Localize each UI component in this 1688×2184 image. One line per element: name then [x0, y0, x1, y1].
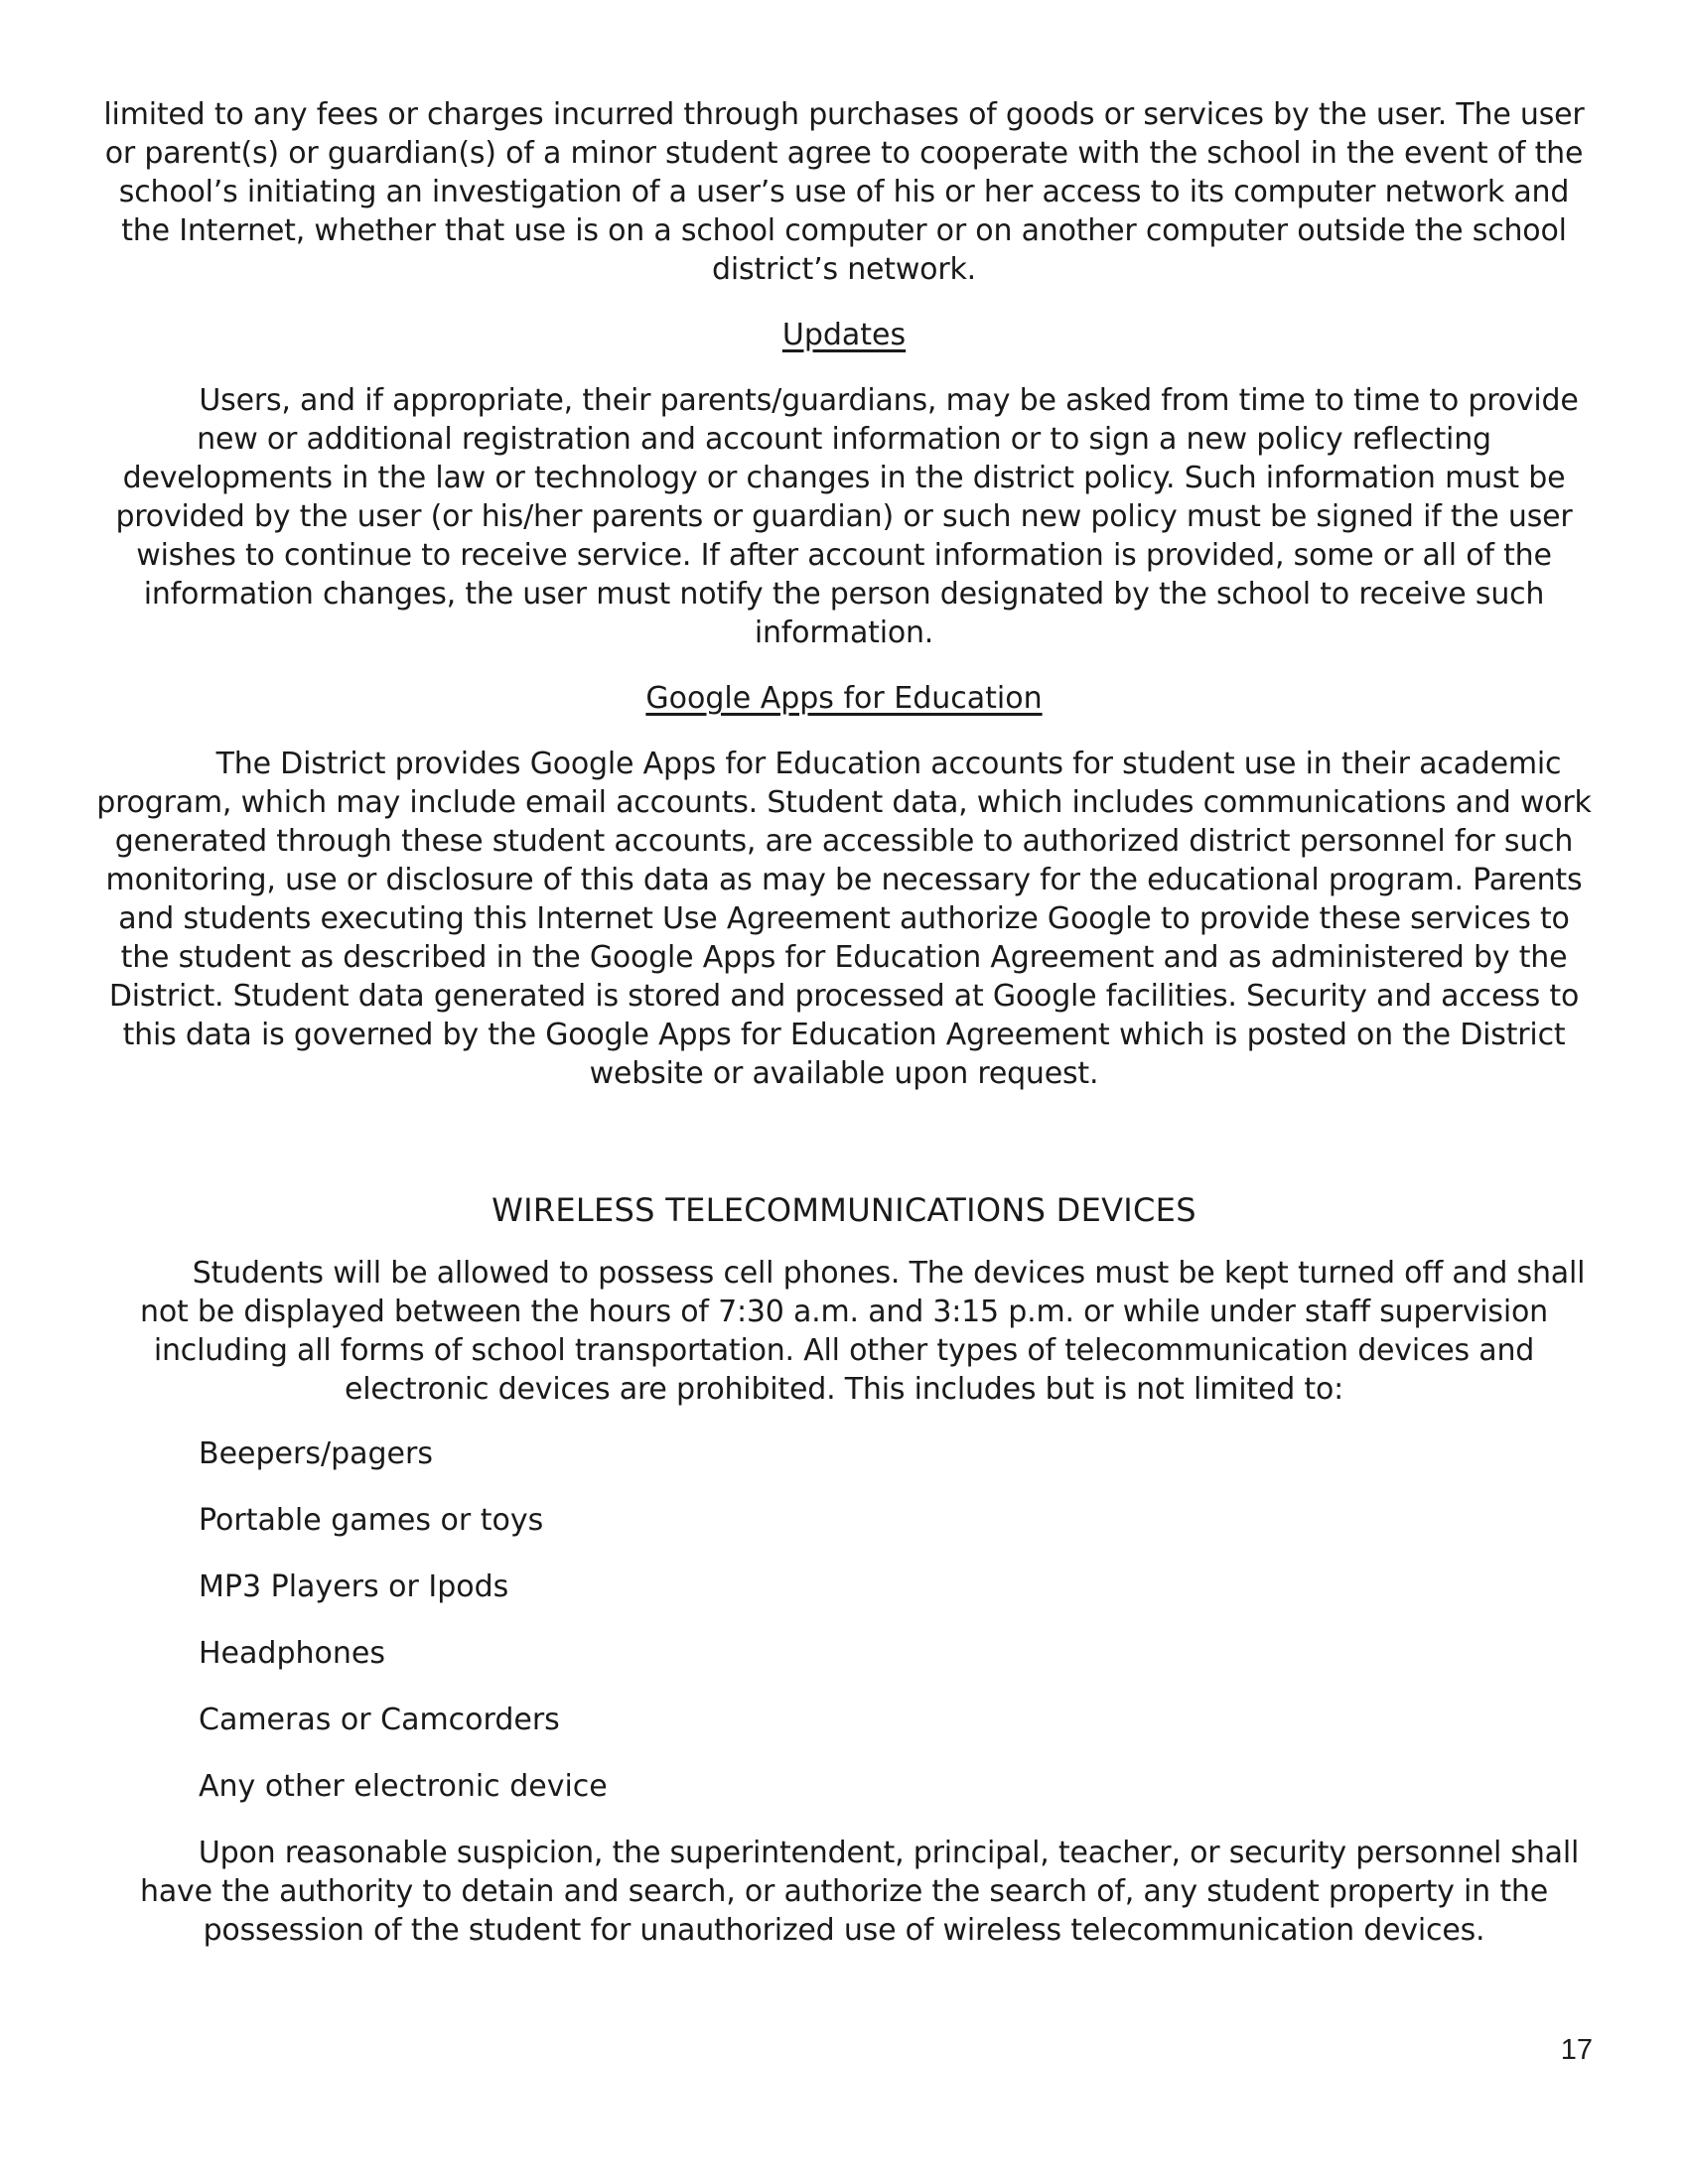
search-authority-paragraph: Upon reasonable suspicion, the superintendent, principal, teacher, or security personnel shall have the authority to detain and search, or authorize the search of, any student property in the possession of the student for unauthorized use of wireless telecommunication devices.: [140, 1836, 1580, 1948]
wireless-paragraph: Students will be allowed to possess cell phones. The devices must be kept turned off and shall not be displayed between the hours of 7:30 a.m. and 3:15 p.m. or while under staff supervision including all forms of school transportation. All other types of telecommunication devices and electronic devices are prohibited. This includes but is not limited to:: [140, 1256, 1586, 1407]
updates-heading: Updates: [781, 318, 907, 352]
list-item: Headphones: [199, 1636, 385, 1671]
list-item: Any other electronic device: [199, 1769, 608, 1804]
google-apps-paragraph: The District provides Google Apps for Education accounts for student use in their academic program, which may include email accounts. Student data, which includes communications and work generated through these student accounts, are accessible to authorized district personnel for such monitoring, use or disclosure of this data as may be necessary for the educational program. Parents and students executing this Internet Use Agreement authorize Google to provide these services to the student as described in the Google Apps for Education Agreement and as administered by the District. Student data generated is stored and processed at Google facilities. Security and access to this data is governed by the Google Apps for Education Agreement which is posted on the District website or available upon request.: [96, 747, 1592, 1091]
page-number: 17: [1560, 2034, 1593, 2066]
wireless-section-title: WIRELESS TELECOMMUNICATIONS DEVICES: [492, 1191, 1196, 1229]
updates-paragraph: Users, and if appropriate, their parents/guardians, may be asked from time to time to provide new or additional registration and account information or to sign a new policy reflecting developments in the law or technology or changes in the district policy. Such information must be provided by the user (or his/her parents or guardian) or such new policy must be signed if the user wishes to continue to receive service. If after account information is provided, some or all of the information changes, the user must notify the person designated by the school to receive such information.: [115, 383, 1579, 650]
list-item: MP3 Players or Ipods: [199, 1570, 509, 1604]
document-page: [94, 95, 1594, 1950]
intro-paragraph: limited to any fees or charges incurred through purchases of goods or services by the user. The user or parent(s) or guardian(s) of a minor student agree to cooperate with the school in the event of the school’s initiating an investigation of a user’s use of his or her access to its computer network and the Internet, whether that use is on a school computer or on another computer outside the school district’s network.: [103, 97, 1585, 287]
list-item: Beepers/pagers: [199, 1436, 433, 1471]
list-item: Portable games or toys: [199, 1503, 544, 1538]
list-item: Cameras or Camcorders: [199, 1703, 560, 1737]
google-apps-heading: Google Apps for Education: [645, 681, 1043, 716]
prohibited-devices-list: [199, 1434, 1594, 1806]
